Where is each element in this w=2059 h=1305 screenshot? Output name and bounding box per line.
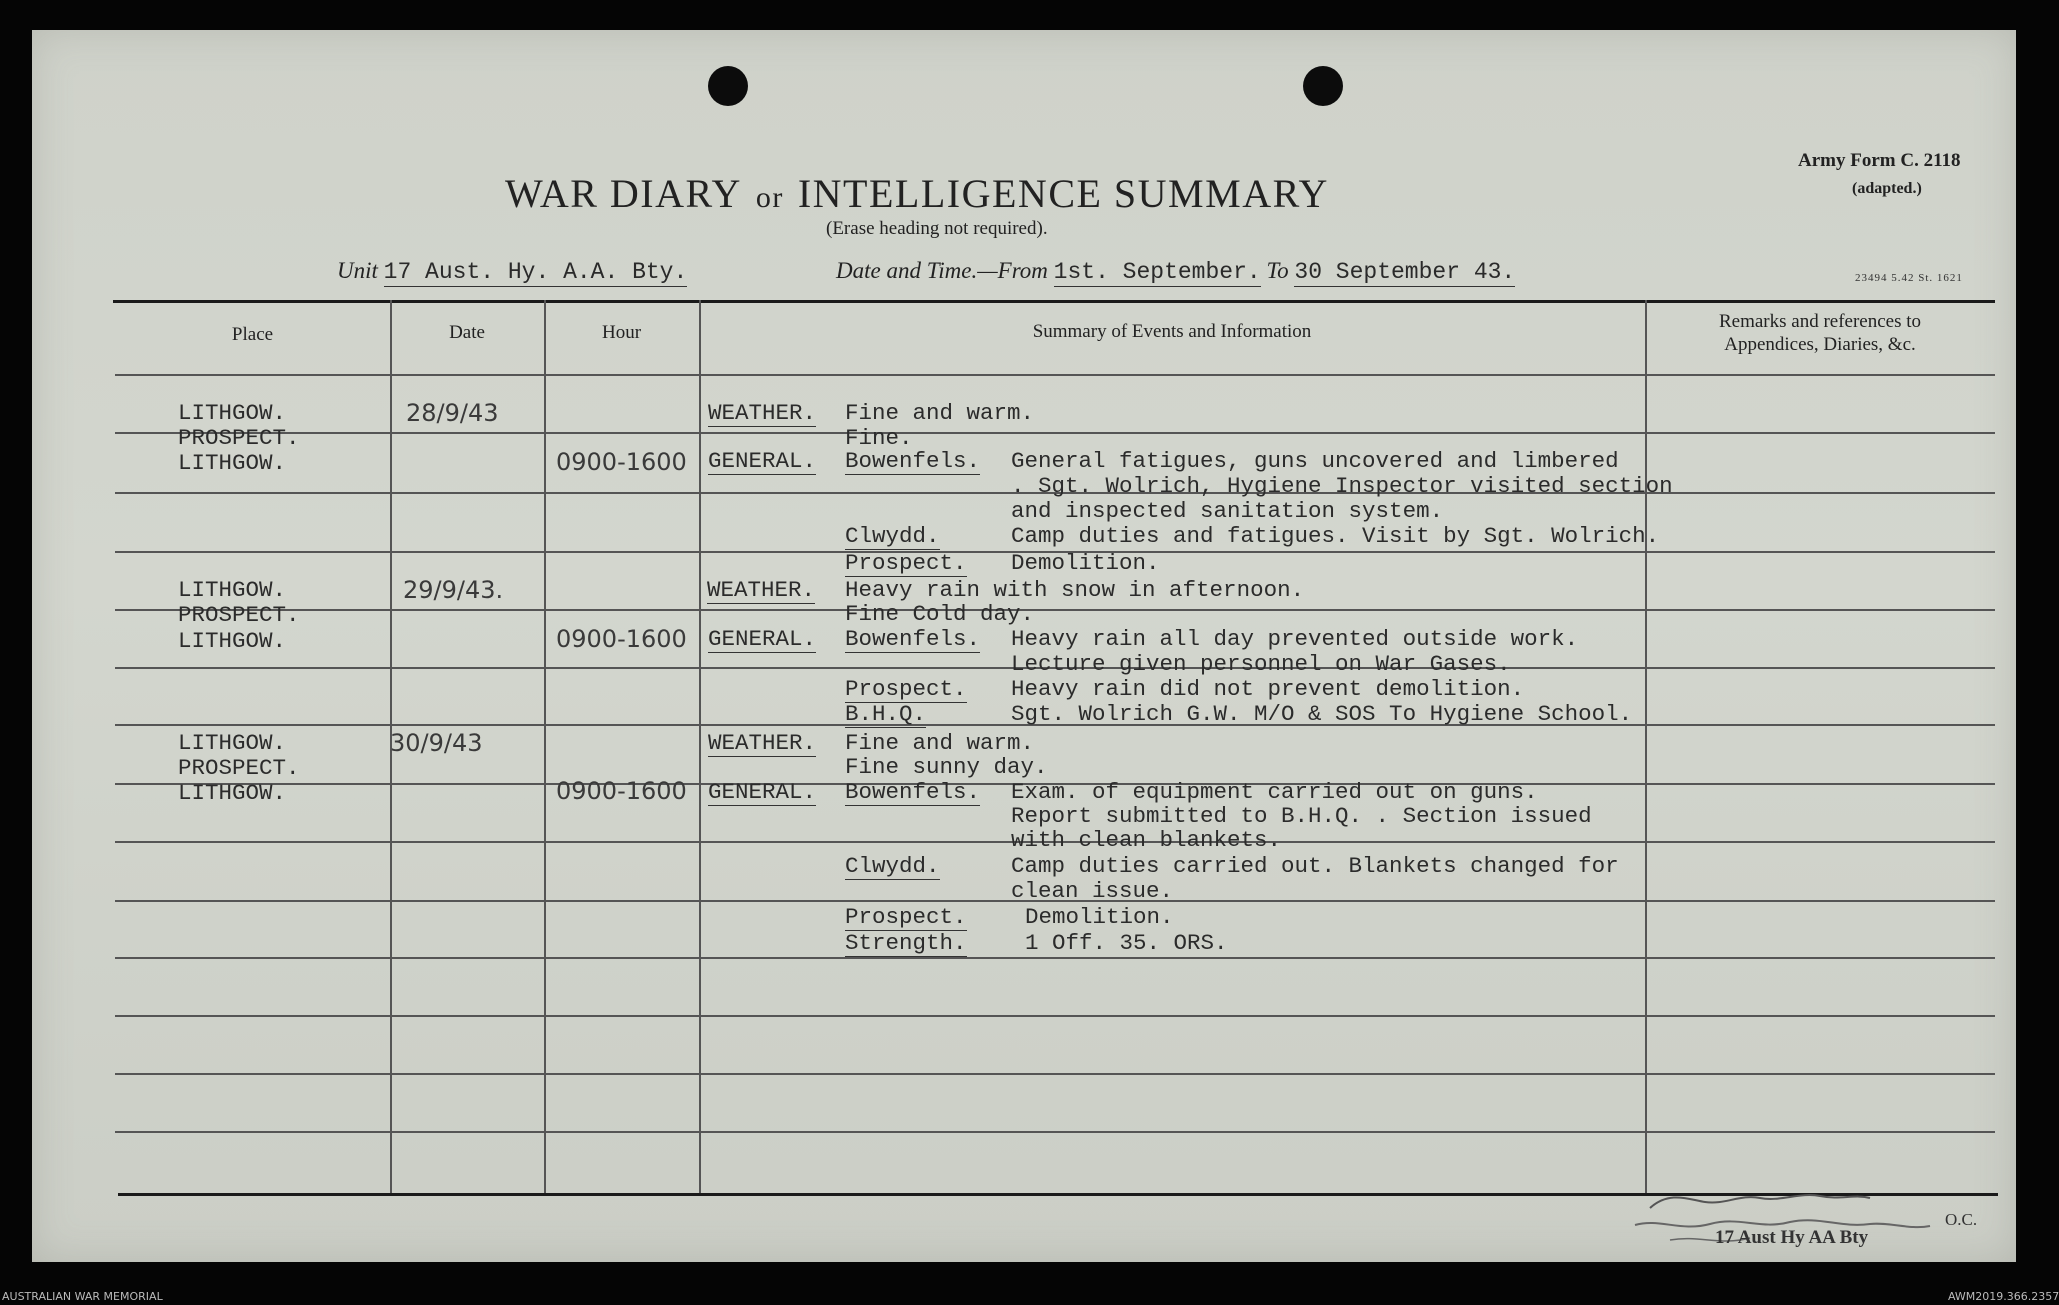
document-title: WAR DIARY or INTELLIGENCE SUMMARY: [505, 171, 1329, 216]
date-from: 1st. September.: [1053, 259, 1261, 285]
column-header-hour: Hour: [601, 322, 642, 343]
date-entry: 30/9/43: [390, 729, 483, 757]
unit-value: 17 Aust. Hy. A.A. Bty.: [383, 259, 688, 285]
section-label: Prospect.: [845, 904, 967, 930]
oc-stamp: O.C.: [1945, 1210, 1978, 1229]
date-entry: 29/9/43.: [403, 576, 504, 604]
document-subtitle: (Erase heading not required).: [826, 218, 1048, 239]
section-label: Clwydd.: [845, 853, 940, 879]
hour-entry: 0900-1600: [556, 625, 687, 653]
place-entry: LITHGOW.: [178, 577, 287, 603]
hour-entry: 0900-1600: [556, 777, 687, 805]
section-label: Bowenfels.: [845, 626, 981, 652]
event-text: clean issue.: [1011, 878, 1174, 904]
place-entry: LITHGOW.: [178, 730, 287, 756]
section-label: Prospect.: [845, 676, 967, 702]
weather-text: Fine sunny day.: [845, 754, 1048, 780]
event-text: Camp duties and fatigues. Visit by Sgt. Wolrich.: [1011, 523, 1660, 549]
section-label: Clwydd.: [845, 523, 940, 549]
place-entry: LITHGOW.: [178, 628, 287, 654]
header-bottom-rule: [115, 374, 1995, 376]
army-form-number: Army Form C. 2118: [1798, 150, 1961, 171]
punch-hole: [1303, 66, 1343, 106]
ruled-line: [115, 957, 1995, 959]
punch-hole: [708, 66, 748, 106]
event-text: 1 Off. 35. ORS.: [1025, 930, 1228, 956]
general-label: GENERAL.: [708, 626, 817, 652]
weather-text: Fine Cold day.: [845, 601, 1035, 627]
footer-credit: AUSTRALIAN WAR MEMORIAL: [2, 1290, 163, 1303]
date-to: 30 September 43.: [1294, 259, 1516, 285]
event-text: Exam. of equipment carried out on guns.: [1011, 779, 1538, 805]
event-text: Sgt. Wolrich G.W. M/O & SOS To Hygiene School.: [1011, 701, 1633, 727]
column-divider: [1645, 300, 1647, 1193]
unit-line: Unit 17 Aust. Hy. A.A. Bty.: [337, 258, 688, 285]
column-header-date: Date: [449, 322, 485, 343]
event-text: Demolition.: [1025, 904, 1174, 930]
weather-text: Fine and warm.: [845, 730, 1035, 756]
unit-stamp: 17 Aust Hy AA Bty: [1715, 1227, 1869, 1248]
ruled-line: [115, 1131, 1995, 1133]
print-code: 23494 5.42 St. 1621: [1855, 272, 1963, 284]
column-header-summary: Summary of Events and Information: [1032, 321, 1312, 342]
place-entry: LITHGOW.: [178, 450, 287, 476]
footer-reference: AWM2019.366.2357: [1948, 1290, 2059, 1303]
ruled-line: [115, 609, 1995, 611]
general-label: GENERAL.: [708, 448, 817, 474]
section-label: B.H.Q.: [845, 701, 927, 727]
section-label: Strength.: [845, 930, 967, 956]
weather-text: Heavy rain with snow in afternoon.: [845, 577, 1305, 603]
place-entry: PROSPECT.: [178, 425, 300, 451]
ruled-line: [115, 1015, 1995, 1017]
general-label: GENERAL.: [708, 779, 817, 805]
event-text: Heavy rain did not prevent demolition.: [1011, 676, 1525, 702]
weather-label: WEATHER.: [708, 400, 817, 426]
section-label: Bowenfels.: [845, 779, 981, 805]
column-header-place: Place: [231, 324, 274, 345]
place-entry: LITHGOW.: [178, 780, 287, 806]
date-range-line: Date and Time.—From 1st. September. To 30 September 43.: [836, 258, 1516, 285]
weather-text: Fine.: [845, 425, 913, 451]
form-adapted-note: (adapted.): [1852, 180, 1922, 197]
weather-label: WEATHER.: [708, 730, 817, 756]
event-text: and inspected sanitation system.: [1011, 498, 1444, 524]
event-text: Lecture given personnel on War Gases.: [1011, 651, 1511, 677]
column-divider: [544, 300, 546, 1193]
event-text: Demolition.: [1011, 550, 1160, 576]
event-text: . Sgt. Wolrich, Hygiene Inspector visited section: [1011, 473, 1673, 499]
place-entry: LITHGOW.: [178, 400, 287, 426]
column-divider: [699, 300, 701, 1193]
table-top-rule: [113, 300, 1995, 303]
ruled-line: [115, 1073, 1995, 1075]
weather-text: Fine and warm.: [845, 400, 1035, 426]
ruled-line: [115, 432, 1995, 434]
place-entry: PROSPECT.: [178, 602, 300, 628]
column-header-remarks: Remarks and references to Appendices, Diaries, &c.: [1718, 311, 1922, 355]
event-text: with clean blankets.: [1011, 827, 1282, 853]
weather-label: WEATHER.: [707, 577, 816, 603]
hour-entry: 0900-1600: [556, 448, 687, 476]
place-entry: PROSPECT.: [178, 755, 300, 781]
event-text: Heavy rain all day prevented outside work.: [1011, 626, 1579, 652]
section-label: Prospect.: [845, 550, 967, 576]
event-text: Camp duties carried out. Blankets changed for: [1011, 853, 1619, 879]
date-entry: 28/9/43: [406, 399, 499, 427]
section-label: Bowenfels.: [845, 448, 981, 474]
event-text: Report submitted to B.H.Q. . Section issued: [1011, 803, 1592, 829]
event-text: General fatigues, guns uncovered and limbered: [1011, 448, 1619, 474]
